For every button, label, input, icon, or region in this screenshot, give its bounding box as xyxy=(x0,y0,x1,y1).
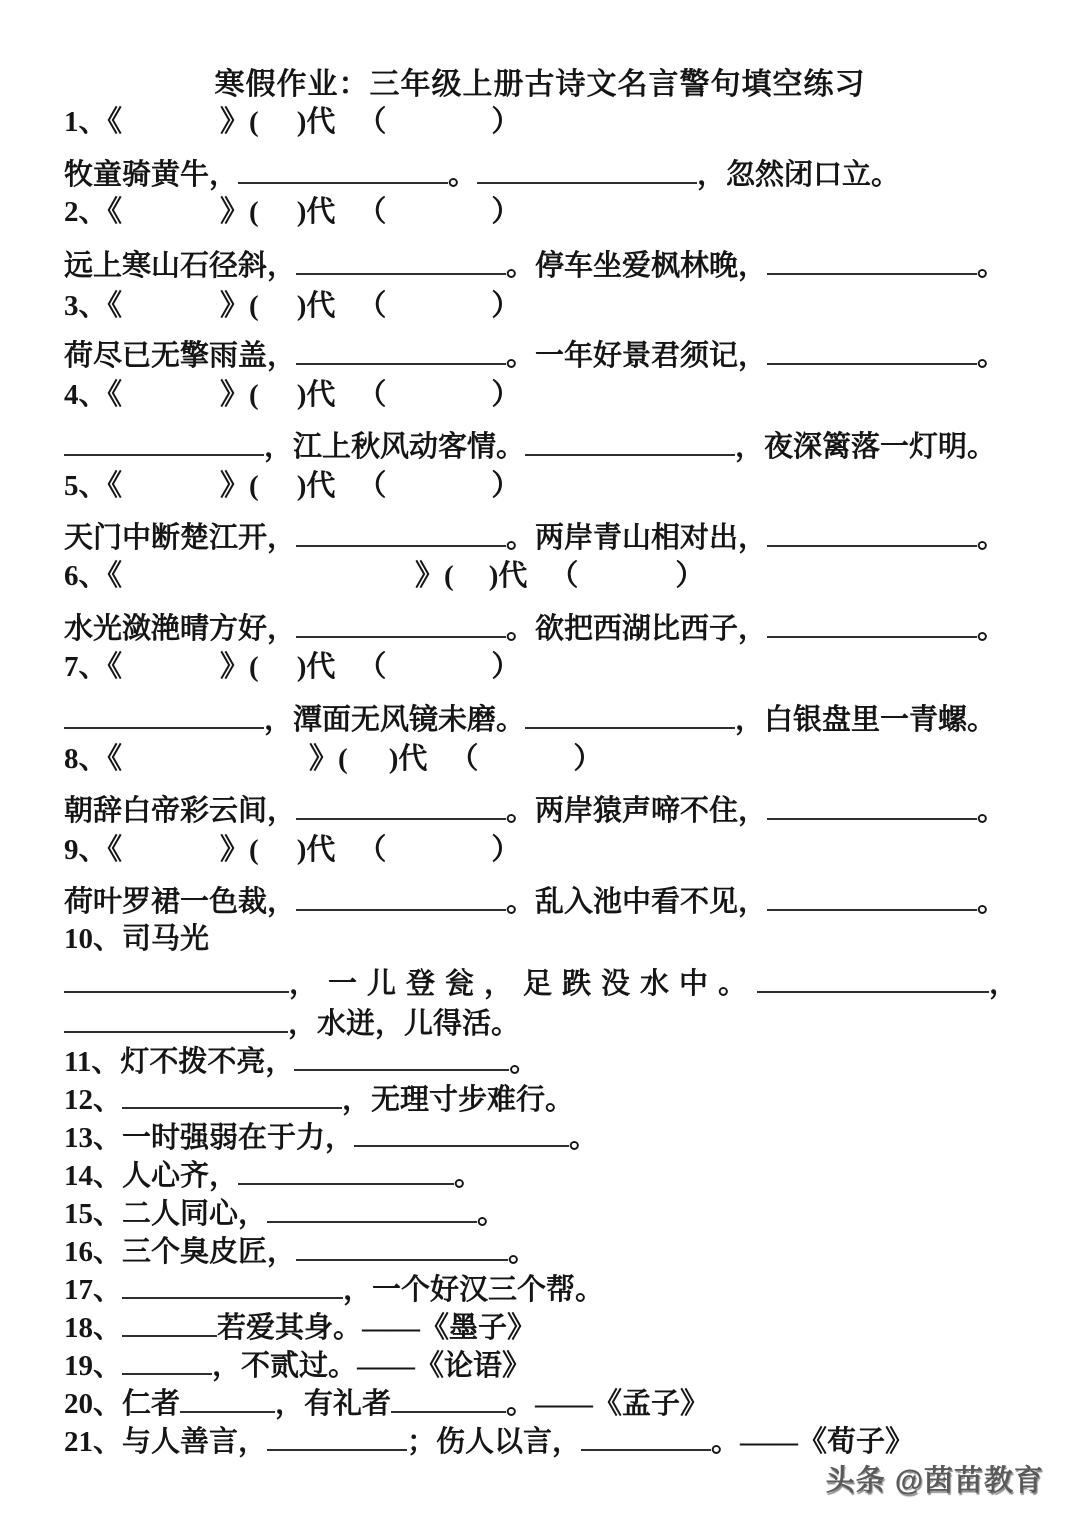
fill-in-blank xyxy=(267,1195,477,1223)
line-row-20 xyxy=(64,1385,1050,1423)
spacer xyxy=(527,584,549,585)
spacer xyxy=(259,858,297,859)
text-segment: 6、《 xyxy=(64,560,123,592)
fill-in-blank xyxy=(296,519,506,547)
spacer xyxy=(335,675,357,676)
fill-in-blank xyxy=(64,1005,288,1033)
text-segment: )代 xyxy=(296,651,336,683)
text-segment: ，忽然闭口立。 xyxy=(697,159,901,191)
text-segment: 》( xyxy=(220,196,259,228)
spacer xyxy=(386,858,491,859)
text-segment: 8、《 xyxy=(64,743,123,775)
line-item-4 xyxy=(64,377,1050,414)
text-segment: ） xyxy=(491,470,521,502)
text-segment: （ xyxy=(357,470,387,502)
line-item-3 xyxy=(64,288,1050,325)
spacer xyxy=(122,403,220,404)
text-segment: 。 xyxy=(477,1198,507,1230)
text-segment: 19、 xyxy=(64,1350,123,1382)
text-segment: 。 xyxy=(448,159,478,191)
text-segment: 12、 xyxy=(64,1084,123,1116)
text-segment: ，一个好汉三个帮。 xyxy=(343,1274,605,1306)
text-segment: 。 xyxy=(977,522,1007,554)
text-segment: 18、 xyxy=(64,1312,123,1344)
text-segment: 》( xyxy=(220,379,259,411)
fill-in-blank xyxy=(238,1157,454,1185)
text-segment: )代 xyxy=(488,560,528,592)
text-segment: ，白银盘里一青螺。 xyxy=(735,704,997,736)
text-segment: 。两岸青山相对出， xyxy=(506,522,768,554)
spacer xyxy=(335,858,357,859)
text-segment: 10、司马光 xyxy=(64,923,210,955)
text-segment: )代 xyxy=(388,743,428,775)
text-segment: ， xyxy=(989,968,1019,1000)
fill-in-blank xyxy=(767,792,977,820)
text-segment: 》( xyxy=(309,743,348,775)
text-segment: 。——《荀子》 xyxy=(711,1426,915,1458)
text-segment: （ xyxy=(357,106,387,138)
line-item-9 xyxy=(64,832,1050,869)
text-segment: 。 xyxy=(508,1236,538,1268)
text-segment: 》( xyxy=(220,106,259,138)
text-segment: 16、三个臭皮匠， xyxy=(64,1236,297,1268)
text-segment: 朝辞白帝彩云间， xyxy=(64,795,297,827)
spacer xyxy=(478,767,573,768)
text-segment: )代 xyxy=(296,379,336,411)
line-verse-10a xyxy=(64,965,1050,1003)
text-segment: 3、《 xyxy=(64,290,123,322)
fill-in-blank xyxy=(64,701,264,729)
spacer xyxy=(122,675,220,676)
fill-in-blank xyxy=(294,1043,509,1071)
fill-in-blank xyxy=(354,1119,569,1147)
fill-in-blank xyxy=(477,156,697,184)
text-segment: 。两岸猿声啼不住， xyxy=(506,795,768,827)
text-segment: 7、《 xyxy=(64,651,123,683)
text-segment: ） xyxy=(491,651,521,683)
spacer xyxy=(122,584,415,585)
text-segment: 。——《孟子》 xyxy=(506,1388,710,1420)
text-segment: （ xyxy=(357,290,387,322)
text-segment: 若爱其身。——《墨子》 xyxy=(217,1312,537,1344)
fill-in-blank xyxy=(296,247,506,275)
fill-in-blank xyxy=(525,428,735,456)
text-segment: 。停车坐爱枫林晚， xyxy=(506,250,768,282)
fill-in-blank xyxy=(64,428,264,456)
text-segment: 15、二人同心， xyxy=(64,1198,268,1230)
fill-in-blank xyxy=(267,1423,407,1451)
spacer xyxy=(386,314,491,315)
spacer xyxy=(122,314,220,315)
text-segment: （ xyxy=(357,196,387,228)
line-row-16 xyxy=(64,1233,1050,1271)
text-segment: ，潭面无风镜未磨。 xyxy=(264,704,526,736)
fill-in-blank xyxy=(122,1309,217,1337)
line-verse-3 xyxy=(64,337,1050,375)
line-item-5 xyxy=(64,468,1050,505)
fill-in-blank xyxy=(296,883,506,911)
text-segment: 远上寒山石径斜， xyxy=(64,250,297,282)
text-segment: 。 xyxy=(509,1046,539,1078)
text-segment: ，不贰过。——《论语》 xyxy=(212,1350,532,1382)
text-segment: 。 xyxy=(569,1122,599,1154)
worksheet-title: 寒假作业：三年级上册古诗文名言警句填空练习 xyxy=(214,68,866,101)
text-segment: ） xyxy=(675,560,705,592)
line-verse-2 xyxy=(64,247,1050,285)
fill-in-blank xyxy=(767,247,977,275)
fill-in-blank xyxy=(391,1385,506,1413)
fill-in-blank xyxy=(296,337,506,365)
line-verse-8 xyxy=(64,792,1050,830)
line-row-19 xyxy=(64,1347,1050,1385)
text-segment: 荷叶罗裙一色裁， xyxy=(64,886,297,918)
spacer xyxy=(335,220,357,221)
spacer xyxy=(122,767,309,768)
spacer xyxy=(335,403,357,404)
line-row-17 xyxy=(64,1271,1050,1309)
text-segment: （ xyxy=(449,743,479,775)
spacer xyxy=(259,220,297,221)
text-segment: （ xyxy=(357,834,387,866)
fill-in-blank xyxy=(296,610,506,638)
text-segment: 14、人心齐， xyxy=(64,1160,239,1192)
text-segment: 20、仁者 xyxy=(64,1388,181,1420)
text-segment: )代 xyxy=(296,290,336,322)
text-segment: ，一儿登瓮，足跌没水中。 xyxy=(289,968,758,1000)
text-segment: ；伤人以言， xyxy=(407,1426,582,1458)
text-segment: ） xyxy=(573,743,603,775)
text-segment: 。 xyxy=(977,886,1007,918)
text-segment: 。 xyxy=(977,250,1007,282)
text-segment: 水光潋滟晴方好， xyxy=(64,613,297,645)
text-segment: （ xyxy=(549,560,579,592)
text-segment: ，有礼者 xyxy=(275,1388,392,1420)
text-segment: 。 xyxy=(454,1160,484,1192)
text-segment: 5、《 xyxy=(64,470,123,502)
line-item-7 xyxy=(64,649,1050,686)
worksheet-body xyxy=(0,104,1080,1461)
spacer xyxy=(427,767,449,768)
line-row-12 xyxy=(64,1081,1050,1119)
text-segment: 》( xyxy=(220,651,259,683)
spacer xyxy=(454,584,489,585)
line-row-15 xyxy=(64,1195,1050,1233)
text-segment: ，无理寸步难行。 xyxy=(342,1084,575,1116)
line-item-8 xyxy=(64,741,1050,778)
text-segment: 。欲把西湖比西子， xyxy=(506,613,768,645)
text-segment: 牧童骑黄牛， xyxy=(64,159,239,191)
line-item-2 xyxy=(64,194,1050,231)
text-segment: ，江上秋风动客情。 xyxy=(264,431,526,463)
text-segment: ，水迸，儿得活。 xyxy=(288,1008,521,1040)
text-segment: 天门中断楚江开， xyxy=(64,522,297,554)
line-verse-4 xyxy=(64,428,1050,466)
text-segment: 2、《 xyxy=(64,196,123,228)
spacer xyxy=(259,675,297,676)
spacer xyxy=(386,494,491,495)
fill-in-blank xyxy=(767,883,977,911)
line-verse-7 xyxy=(64,701,1050,739)
text-segment: 。一年好景君须记， xyxy=(506,340,768,372)
spacer xyxy=(259,403,297,404)
watermark: 头条 @茵苗教育 xyxy=(825,1465,1044,1497)
line-verse-1 xyxy=(64,156,1050,194)
fill-in-blank xyxy=(767,610,977,638)
text-segment: 荷尽已无擎雨盖， xyxy=(64,340,297,372)
text-segment: )代 xyxy=(296,470,336,502)
fill-in-blank xyxy=(296,1233,508,1261)
text-segment: 21、与人善言， xyxy=(64,1426,268,1458)
fill-in-blank xyxy=(64,965,289,993)
spacer xyxy=(122,130,220,131)
spacer xyxy=(122,494,220,495)
text-segment: ，夜深篱落一灯明。 xyxy=(735,431,997,463)
fill-in-blank xyxy=(122,1271,343,1299)
spacer xyxy=(386,403,491,404)
fill-in-blank xyxy=(238,156,448,184)
spacer xyxy=(259,494,297,495)
line-item-6 xyxy=(64,558,1050,595)
text-segment: 17、 xyxy=(64,1274,123,1306)
spacer xyxy=(386,220,491,221)
text-segment: 》( xyxy=(415,560,454,592)
fill-in-blank xyxy=(180,1385,275,1413)
text-segment: 4、《 xyxy=(64,379,123,411)
text-segment: )代 xyxy=(296,106,336,138)
line-row-18 xyxy=(64,1309,1050,1347)
spacer xyxy=(386,675,491,676)
text-segment: ） xyxy=(491,379,521,411)
text-segment: ） xyxy=(491,106,521,138)
line-verse-6 xyxy=(64,610,1050,648)
spacer xyxy=(335,314,357,315)
fill-in-blank xyxy=(122,1347,212,1375)
text-segment: 。 xyxy=(977,340,1007,372)
line-row-14 xyxy=(64,1157,1050,1195)
text-segment: ） xyxy=(491,290,521,322)
spacer xyxy=(335,130,357,131)
text-segment: 》( xyxy=(220,290,259,322)
fill-in-blank xyxy=(581,1423,711,1451)
spacer xyxy=(335,494,357,495)
spacer xyxy=(122,220,220,221)
line-row-13 xyxy=(64,1119,1050,1157)
text-segment: 。乱入池中看不见， xyxy=(506,886,768,918)
fill-in-blank xyxy=(525,701,735,729)
text-segment: ） xyxy=(491,196,521,228)
spacer xyxy=(259,130,297,131)
text-segment: 1、《 xyxy=(64,106,123,138)
text-segment: 》( xyxy=(220,834,259,866)
line-row-21 xyxy=(64,1423,1050,1461)
fill-in-blank xyxy=(767,519,977,547)
text-segment: 11、灯不拨不亮， xyxy=(64,1046,295,1078)
text-segment: )代 xyxy=(296,196,336,228)
fill-in-blank xyxy=(757,965,989,993)
spacer xyxy=(578,584,675,585)
spacer xyxy=(348,767,389,768)
text-segment: )代 xyxy=(296,834,336,866)
spacer xyxy=(259,314,297,315)
fill-in-blank xyxy=(122,1081,342,1109)
fill-in-blank xyxy=(296,792,506,820)
text-segment: 9、《 xyxy=(64,834,123,866)
line-row-11 xyxy=(64,1043,1050,1081)
line-verse-5 xyxy=(64,519,1050,557)
spacer xyxy=(386,130,491,131)
text-segment: 。 xyxy=(977,795,1007,827)
line-verse-10b xyxy=(64,1005,1050,1043)
fill-in-blank xyxy=(767,337,977,365)
text-segment: 13、一时强弱在于力， xyxy=(64,1122,355,1154)
text-segment: 》( xyxy=(220,470,259,502)
text-segment: ） xyxy=(491,834,521,866)
text-segment: （ xyxy=(357,379,387,411)
line-item-1 xyxy=(64,104,1050,141)
line-verse-9 xyxy=(64,883,1050,921)
line-item-10 xyxy=(64,921,1050,958)
text-segment: （ xyxy=(357,651,387,683)
spacer xyxy=(122,858,220,859)
text-segment: 。 xyxy=(977,613,1007,645)
